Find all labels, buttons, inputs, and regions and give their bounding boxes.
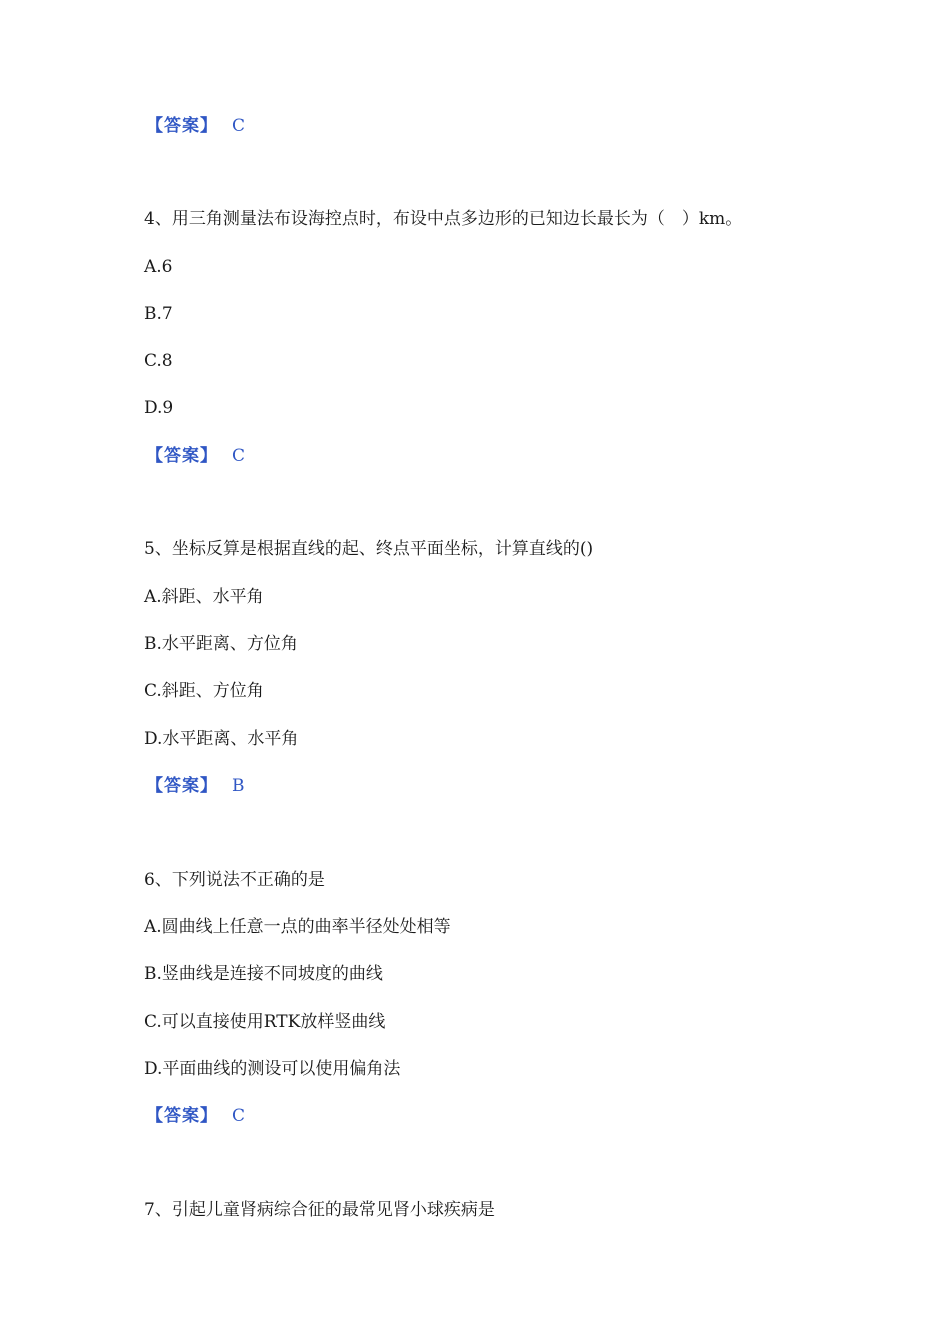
answer-value: B <box>232 776 245 796</box>
answer-label: 【答案】 <box>146 776 218 796</box>
answer-value: C <box>232 116 246 136</box>
answer-line <box>146 445 245 467</box>
option-b: B.水平距离、方位角 <box>144 634 298 654</box>
question-4: 4、用三角测量法布设海控点时，布设中点多边形的已知边长最长为（ ）km。 <box>144 209 743 229</box>
option-a: A.6 <box>144 257 173 277</box>
option-c: C.斜距、方位角 <box>144 681 264 701</box>
option-a: A.斜距、水平角 <box>144 587 264 607</box>
answer-label: 【答案】 <box>146 116 218 136</box>
answer-line <box>146 775 245 797</box>
option-b: B.竖曲线是连接不同坡度的曲线 <box>144 964 383 984</box>
answer-line <box>146 115 245 137</box>
option-b: B.7 <box>144 304 173 324</box>
option-a: A.圆曲线上任意一点的曲率半径处处相等 <box>144 917 451 937</box>
question-5: 5、坐标反算是根据直线的起、终点平面坐标，计算直线的() <box>144 539 594 559</box>
question-6: 6、下列说法不正确的是 <box>144 870 325 890</box>
answer-label: 【答案】 <box>146 1106 218 1126</box>
answer-value: C <box>232 1106 246 1126</box>
answer-label: 【答案】 <box>146 446 218 466</box>
question-7: 7、引起儿童肾病综合征的最常见肾小球疾病是 <box>144 1200 495 1220</box>
option-c: C.8 <box>144 351 173 371</box>
option-d: D.平面曲线的测设可以使用偏角法 <box>144 1059 401 1079</box>
option-d: D.水平距离、水平角 <box>144 729 299 749</box>
option-c: C.可以直接使用RTK放样竖曲线 <box>144 1012 386 1032</box>
answer-value: C <box>232 446 246 466</box>
answer-line <box>146 1105 245 1127</box>
option-d: D.9 <box>144 398 174 418</box>
